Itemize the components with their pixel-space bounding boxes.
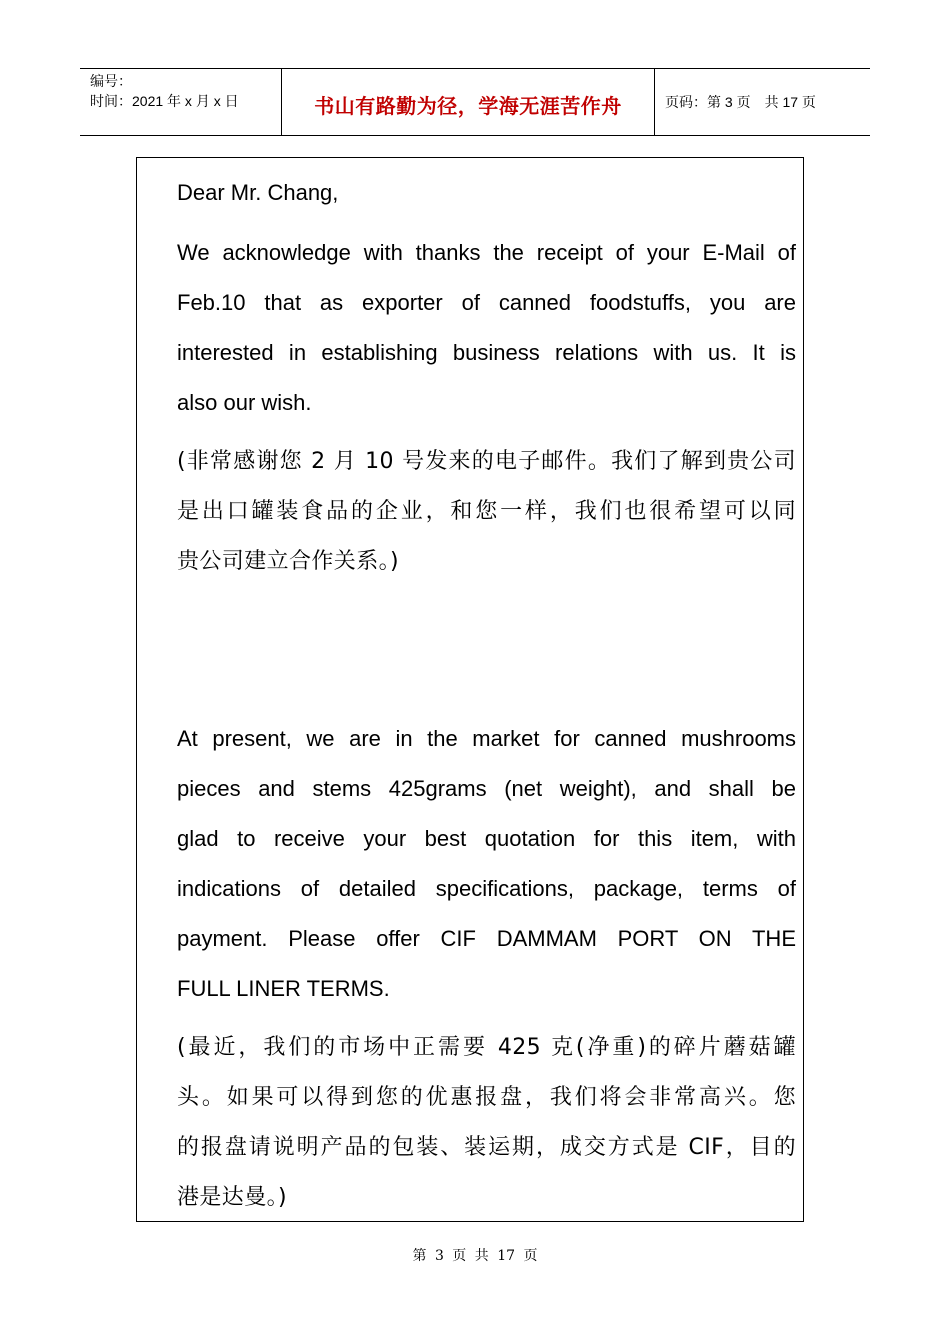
paragraph-line: FULL LINER TERMS. <box>177 976 390 1001</box>
paragraph-line: interested in establishing business relations with us. It is <box>177 340 796 365</box>
header-motto-cell <box>282 69 655 135</box>
paragraph-line: indications of detailed specifications, package, terms of <box>177 876 796 901</box>
page-footer: 第 3 页 共 17 页 <box>412 1248 538 1264</box>
paragraph-line: 的报盘请说明产品的包装、装运期，成交方式是 CIF，目的 <box>177 1135 796 1160</box>
page-total-label: 共 17 页 <box>764 94 816 110</box>
paragraph-line: 头。如果可以得到您的优惠报盘，我们将会非常高兴。您 <box>177 1085 796 1110</box>
paragraph-line: 贵公司建立合作关系。) <box>177 549 399 574</box>
paragraph-line: pieces and stems 425grams (net weight), and shall be <box>177 776 796 801</box>
paragraph-line: 港是达曼。) <box>177 1185 287 1210</box>
page-number-label: 页码：第 3 页 <box>665 94 751 110</box>
paragraph-2-english <box>177 714 796 1014</box>
paragraph-line: (非常感谢您 2 月 10 号发来的电子邮件。我们了解到贵公司 <box>177 449 796 474</box>
header-meta-cell <box>80 69 282 135</box>
motto-text: 书山有路勤为径，学海无涯苦作舟 <box>314 93 622 118</box>
paragraph-line: (最近，我们的市场中正需要 425 克(净重)的碎片蘑菇罐 <box>177 1035 796 1060</box>
paragraph-line: Feb.10 that as exporter of canned foodstuffs, you are <box>177 290 796 315</box>
header-page-cell <box>655 69 870 135</box>
serial-number-label: 编号： <box>90 73 132 89</box>
paragraph-line: payment. Please offer CIF DAMMAM PORT ON THE <box>177 926 796 951</box>
paragraph-line: 是出口罐装食品的企业，和您一样，我们也很希望可以同 <box>177 499 796 524</box>
paragraph-line: also our wish. <box>177 390 312 415</box>
paragraph-line: glad to receive your best quotation for this item, with <box>177 826 796 851</box>
paragraph-2-chinese <box>177 1023 796 1223</box>
paragraph-line: We acknowledge with thanks the receipt of your E-Mail of <box>177 240 796 265</box>
paragraph-line: At present, we are in the market for canned mushrooms <box>177 726 796 751</box>
salutation <box>177 168 796 218</box>
document-header <box>80 68 870 136</box>
paragraph-1-english <box>177 228 796 428</box>
salutation-text: Dear Mr. Chang, <box>177 180 339 205</box>
paragraph-1-chinese <box>177 437 796 587</box>
date-line: 时间：2021 年 x 月 x 日 <box>90 93 239 109</box>
